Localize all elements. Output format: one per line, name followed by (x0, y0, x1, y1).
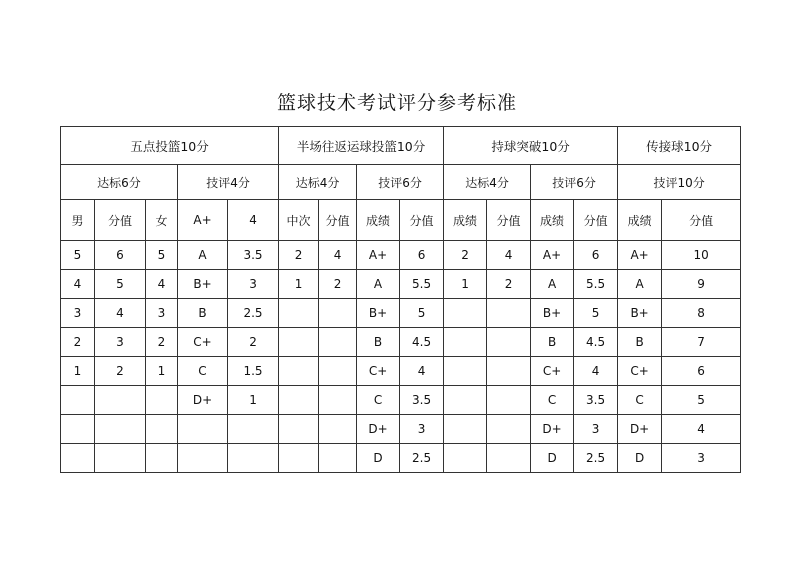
table-cell: 9 (662, 270, 741, 299)
table-cell: 5 (400, 299, 444, 328)
column-header: 中次 (279, 200, 319, 241)
table-cell: 1 (279, 270, 319, 299)
sub-header-technique: 技评4分 (178, 165, 279, 200)
table-cell: B+ (531, 299, 574, 328)
table-cell (487, 299, 531, 328)
table-cell (146, 444, 178, 473)
table-cell: C (357, 386, 400, 415)
sub-header-row (61, 165, 741, 200)
table-cell: 4 (95, 299, 146, 328)
table-cell: D+ (618, 415, 662, 444)
table-cell: 3 (95, 328, 146, 357)
table-cell (487, 415, 531, 444)
table-cell: 6 (574, 241, 618, 270)
table-cell: 8 (662, 299, 741, 328)
table-cell: 4.5 (400, 328, 444, 357)
table-cell (279, 328, 319, 357)
table-cell: D (357, 444, 400, 473)
header-half-court-dribble-shot: 半场往返运球投篮10分 (279, 127, 444, 165)
table-cell: 1 (61, 357, 95, 386)
header-ball-breakthrough: 持球突破10分 (444, 127, 618, 165)
column-header: 分值 (662, 200, 741, 241)
table-cell: 3 (662, 444, 741, 473)
table-cell: A+ (357, 241, 400, 270)
table-cell (279, 357, 319, 386)
table-cell (61, 386, 95, 415)
table-cell: 4 (487, 241, 531, 270)
table-row (61, 270, 741, 299)
column-header: 分值 (487, 200, 531, 241)
table-cell (444, 328, 487, 357)
table-cell: B (618, 328, 662, 357)
table-cell (444, 386, 487, 415)
sub-header-standard: 达标4分 (444, 165, 531, 200)
table-cell: C+ (357, 357, 400, 386)
table-row (61, 299, 741, 328)
table-cell (279, 299, 319, 328)
column-header-row (61, 200, 741, 241)
table-cell: 4 (400, 357, 444, 386)
column-header: 分值 (319, 200, 357, 241)
table-cell: B (357, 328, 400, 357)
table-cell (487, 328, 531, 357)
column-header: 成绩 (444, 200, 487, 241)
header-passing: 传接球10分 (618, 127, 741, 165)
table-cell: C+ (178, 328, 228, 357)
column-header: 成绩 (618, 200, 662, 241)
column-header: 男 (61, 200, 95, 241)
table-row (61, 386, 741, 415)
table-cell: 5 (95, 270, 146, 299)
header-five-point-shooting: 五点投篮10分 (61, 127, 279, 165)
table-cell: 5 (662, 386, 741, 415)
table-cell (444, 299, 487, 328)
table-cell: 4 (319, 241, 357, 270)
table-cell: 2.5 (400, 444, 444, 473)
table-cell: 5.5 (400, 270, 444, 299)
table-cell: B (531, 328, 574, 357)
table-row (61, 444, 741, 473)
table-cell: 7 (662, 328, 741, 357)
table-cell (95, 386, 146, 415)
table-row (61, 241, 741, 270)
sub-header-standard: 达标4分 (279, 165, 357, 200)
table-cell: 5.5 (574, 270, 618, 299)
table-cell (146, 415, 178, 444)
table-cell (178, 444, 228, 473)
table-cell: B+ (618, 299, 662, 328)
table-cell: C+ (531, 357, 574, 386)
table-cell: 3.5 (228, 241, 279, 270)
table-cell (61, 415, 95, 444)
table-cell: 2 (487, 270, 531, 299)
table-row (61, 328, 741, 357)
table-cell: 10 (662, 241, 741, 270)
table-cell (61, 444, 95, 473)
column-header: 分值 (95, 200, 146, 241)
table-cell: A (531, 270, 574, 299)
table-cell (178, 415, 228, 444)
table-cell (279, 415, 319, 444)
table-cell: 5 (146, 241, 178, 270)
table-cell: 4 (61, 270, 95, 299)
top-header-row (61, 127, 741, 165)
table-cell: 2 (444, 241, 487, 270)
table-cell (319, 357, 357, 386)
table-cell: D+ (531, 415, 574, 444)
table-cell: 1 (228, 386, 279, 415)
table-cell: 3 (146, 299, 178, 328)
table-cell: 6 (95, 241, 146, 270)
table-cell (319, 328, 357, 357)
table-cell: 2 (228, 328, 279, 357)
table-cell: A (618, 270, 662, 299)
table-cell: 3 (574, 415, 618, 444)
table-row (61, 415, 741, 444)
table-cell: 3 (61, 299, 95, 328)
table-cell: 2 (61, 328, 95, 357)
table-cell (487, 357, 531, 386)
table-cell: 5 (574, 299, 618, 328)
column-header: 女 (146, 200, 178, 241)
table-cell (319, 444, 357, 473)
table-cell (487, 444, 531, 473)
sub-header-technique: 技评6分 (357, 165, 444, 200)
table-cell: 5 (61, 241, 95, 270)
table-cell (228, 444, 279, 473)
column-header: 4 (228, 200, 279, 241)
table-cell (95, 415, 146, 444)
table-cell: 1 (444, 270, 487, 299)
table-cell: 2 (95, 357, 146, 386)
table-cell: D+ (357, 415, 400, 444)
sub-header-technique: 技评10分 (618, 165, 741, 200)
table-cell: 4 (662, 415, 741, 444)
table-cell: C+ (618, 357, 662, 386)
table-cell (444, 357, 487, 386)
table-cell (279, 444, 319, 473)
column-header: 分值 (574, 200, 618, 241)
table-cell (146, 386, 178, 415)
table-cell: B+ (178, 270, 228, 299)
scoring-table (60, 126, 741, 473)
table-cell: 2 (146, 328, 178, 357)
table-cell (487, 386, 531, 415)
sub-header-standard: 达标6分 (61, 165, 178, 200)
table-cell (444, 415, 487, 444)
table-cell: 4.5 (574, 328, 618, 357)
table-cell: C (618, 386, 662, 415)
page-title: 篮球技术考试评分参考标准 (276, 92, 517, 114)
column-header: 成绩 (357, 200, 400, 241)
table-cell (444, 444, 487, 473)
table-cell (228, 415, 279, 444)
column-header: 分值 (400, 200, 444, 241)
table-row (61, 357, 741, 386)
table-cell: 4 (574, 357, 618, 386)
table-cell (95, 444, 146, 473)
table-cell: B (178, 299, 228, 328)
table-cell: 2 (319, 270, 357, 299)
sub-header-technique: 技评6分 (531, 165, 618, 200)
table-cell: 1 (146, 357, 178, 386)
table-cell: 2.5 (574, 444, 618, 473)
table-cell: A (178, 241, 228, 270)
table-cell (319, 415, 357, 444)
table-cell: 3 (228, 270, 279, 299)
table-cell: A (357, 270, 400, 299)
table-cell: 6 (662, 357, 741, 386)
table-cell (319, 386, 357, 415)
table-cell: C (531, 386, 574, 415)
table-cell (279, 386, 319, 415)
table-cell: B+ (357, 299, 400, 328)
table-cell: 1.5 (228, 357, 279, 386)
column-header: 成绩 (531, 200, 574, 241)
table-cell: C (178, 357, 228, 386)
table-cell: 2.5 (228, 299, 279, 328)
table-cell: D+ (178, 386, 228, 415)
table-cell: 3.5 (574, 386, 618, 415)
table-cell: 3 (400, 415, 444, 444)
table-cell: 6 (400, 241, 444, 270)
table-cell: 2 (279, 241, 319, 270)
table-cell: D (531, 444, 574, 473)
table-cell: 3.5 (400, 386, 444, 415)
table-cell: D (618, 444, 662, 473)
table-cell: 4 (146, 270, 178, 299)
column-header: A+ (178, 200, 228, 241)
table-cell (319, 299, 357, 328)
table-cell: A+ (618, 241, 662, 270)
table-cell: A+ (531, 241, 574, 270)
